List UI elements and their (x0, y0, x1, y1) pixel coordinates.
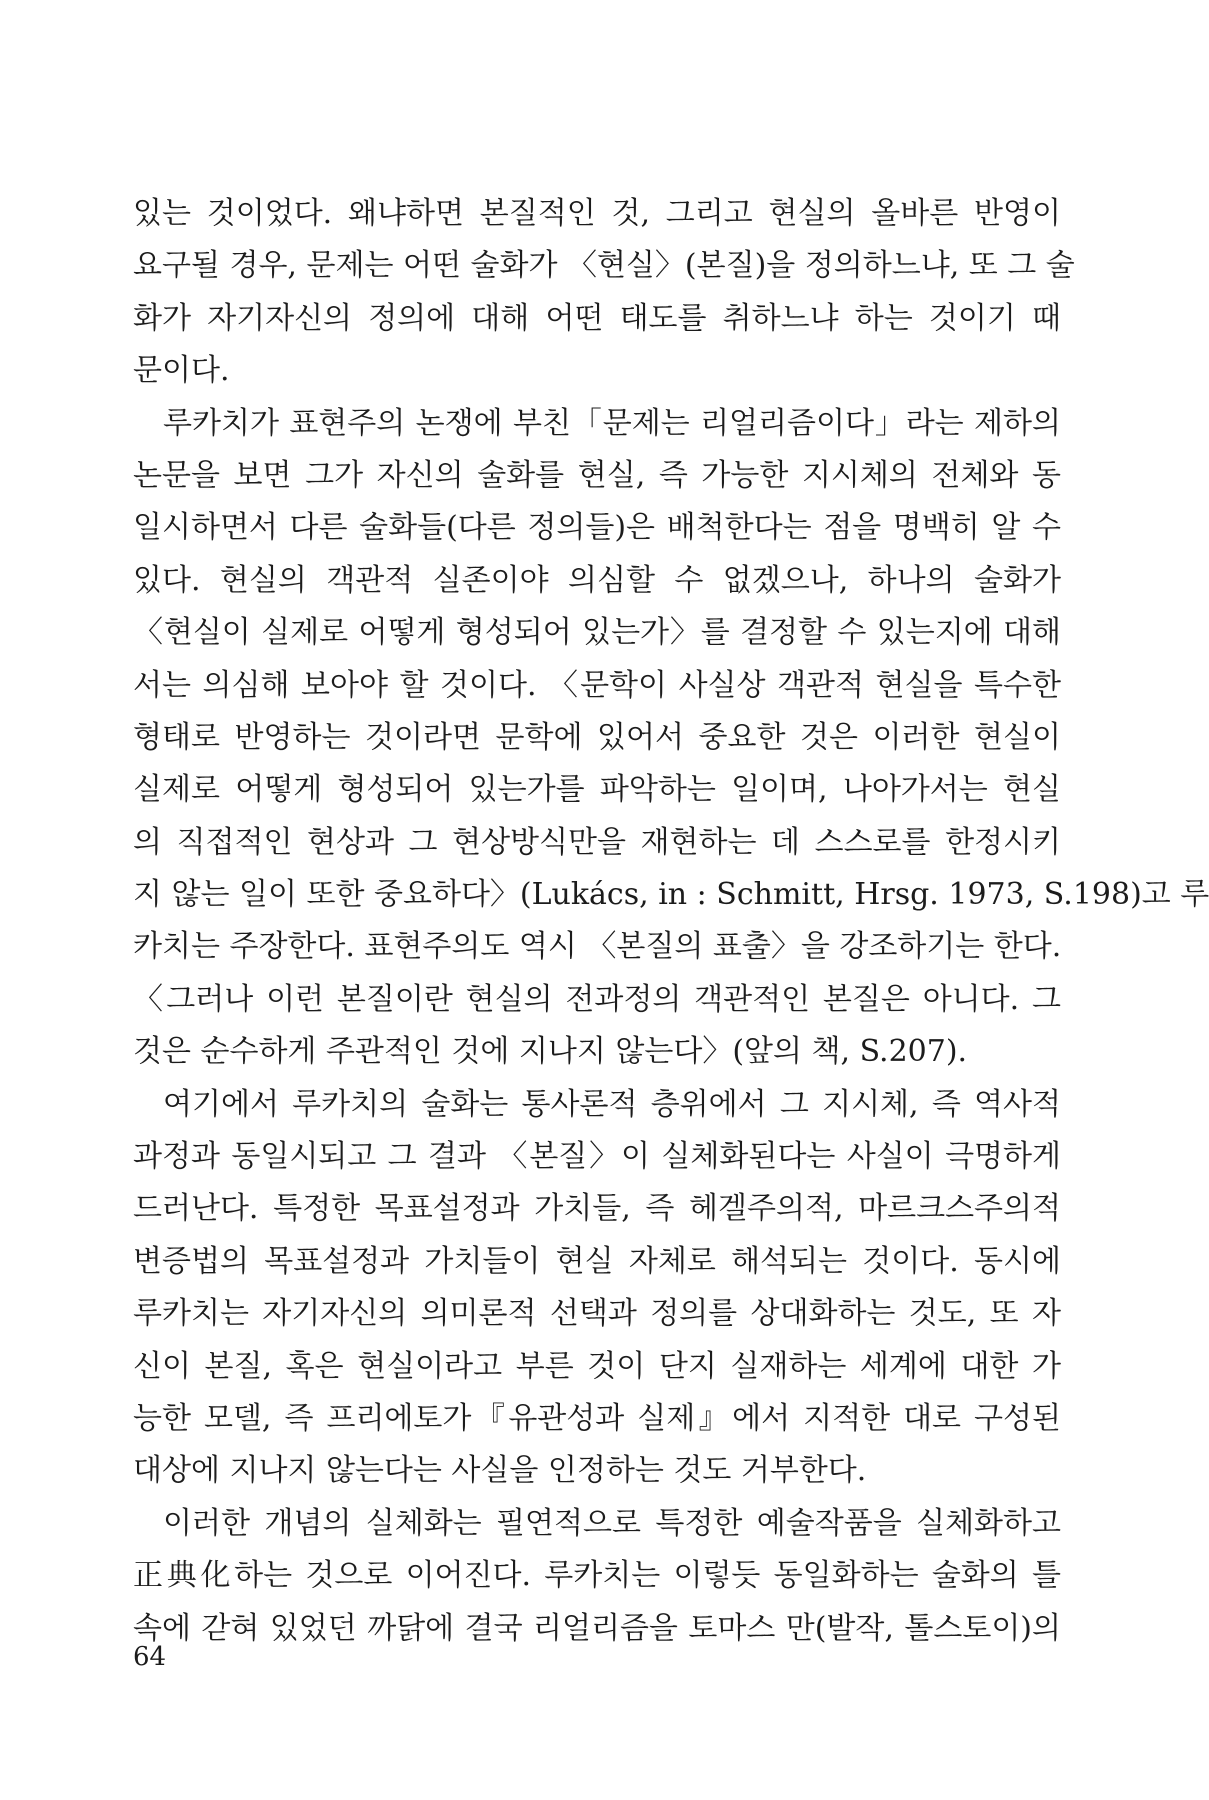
text-line: 여기에서 루카치의 술화는 통사론적 층위에서 그 지시체, 즉 역사적 (163, 1086, 1061, 1122)
text-line: 문이다. (133, 353, 230, 389)
text-line: 이러한 개념의 실체화는 필연적으로 특정한 예술작품을 실체화하고 (163, 1505, 1061, 1541)
text-line: 요구될 경우, 문제는 어떤 술화가 〈현실〉(본질)을 정의하느냐, 또 그 술 (133, 248, 1075, 284)
text-line: 正典化하는 것으로 이어진다. 루카치는 이렇듯 동일화하는 술화의 틀 (133, 1558, 1061, 1594)
text-line: 일시하면서 다른 술화들(다른 정의들)은 배척한다는 점을 명백히 알 수 (133, 510, 1061, 546)
text-line: 논문을 보면 그가 자신의 술화를 현실, 즉 가능한 지시체의 전체와 동 (133, 457, 1061, 493)
text-line: 드러난다. 특정한 목표설정과 가치들, 즉 헤겔주의적, 마르크스주의적 (133, 1191, 1061, 1227)
text-line: 루카치가 표현주의 논쟁에 부친「문제는 리얼리즘이다」라는 제하의 (163, 405, 1061, 441)
text-line: 대상에 지나지 않는다는 사실을 인정하는 것도 거부한다. (133, 1453, 867, 1489)
text-line: 신이 본질, 혹은 현실이라고 부른 것이 단지 실재하는 세계에 대한 가 (133, 1348, 1061, 1384)
text-line: 의 직접적인 현상과 그 현상방식만을 재현하는 데 스스로를 한정시키 (133, 824, 1061, 860)
page-number: 64 (133, 1642, 167, 1672)
text-line: 것은 순수하게 주관적인 것에 지나지 않는다〉(앞의 책, S.207). (133, 1034, 968, 1070)
text-line: 지 않는 일이 또한 중요하다〉(Lukács, in : Schmitt, Hrsg. 1973, S.198)고 루 (133, 877, 1209, 913)
text-line: 있는 것이었다. 왜냐하면 본질적인 것, 그리고 현실의 올바른 반영이 (133, 196, 1061, 231)
text-line: 변증법의 목표설정과 가치들이 현실 자체로 해석되는 것이다. 동시에 (133, 1243, 1061, 1279)
text-line: 서는 의심해 보아야 할 것이다. 〈문학이 사실상 객관적 현실을 특수한 (133, 667, 1061, 703)
text-line: 형태로 반영하는 것이라면 문학에 있어서 중요한 것은 이러한 현실이 (133, 719, 1061, 755)
text-line: 화가 자기자신의 정의에 대해 어떤 태도를 취하느냐 하는 것이기 때 (133, 300, 1061, 336)
text-line: 과정과 동일시되고 그 결과 〈본질〉이 실체화된다는 사실이 극명하게 (133, 1139, 1061, 1175)
text-line: 루카치는 자기자신의 의미론적 선택과 정의를 상대화하는 것도, 또 자 (133, 1296, 1061, 1332)
text-line: 〈현실이 실제로 어떻게 형성되어 있는가〉를 결정할 수 있는지에 대해 (133, 615, 1061, 651)
text-line: 속에 갇혀 있었던 까닭에 결국 리얼리즘을 토마스 만(발작, 톨스토이)의 (133, 1610, 1061, 1646)
text-line: 〈그러나 이런 본질이란 현실의 전과정의 객관적인 본질은 아니다. 그 (133, 981, 1061, 1017)
body-text (133, 188, 1209, 1655)
text-line: 있다. 현실의 객관적 실존이야 의심할 수 없겠으나, 하나의 술화가 (133, 562, 1061, 598)
text-line: 실제로 어떻게 형성되어 있는가를 파악하는 일이며, 나아가서는 현실 (133, 772, 1061, 808)
text-line: 카치는 주장한다. 표현주의도 역시 〈본질의 표출〉을 강조하기는 한다. (133, 929, 1062, 965)
text-line: 능한 모델, 즉 프리에토가『유관성과 실제』에서 지적한 대로 구성된 (133, 1400, 1061, 1436)
